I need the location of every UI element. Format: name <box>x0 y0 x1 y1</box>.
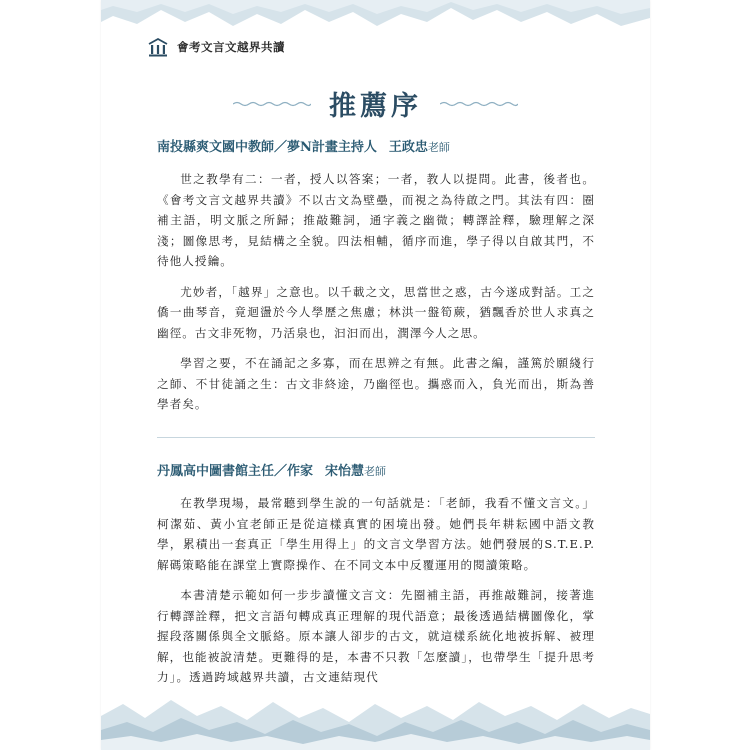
recommendation-section-1 <box>157 136 595 425</box>
paragraph: 本書清楚示範如何一步步讀懂文言文：先圈補主語，再推敲難詞，接著進行轉譯詮釋，把文言語句轉成真正理解的現代語意；最後透過結構圖像化，掌握段落關係與全文脈絡。原本讓人卻步的古文，就這樣系統化地被拆解、被理解，也能被說清楚。更難得的是，本書不只教「怎麼讀」，也帶學生「提升思考力」。透過跨域越界共讀，古文連結現代 <box>157 588 595 684</box>
title-row <box>101 84 650 123</box>
paragraph: 世之教學有二：一者，授人以答案；一者，教人以提問。此書，後者也。《會考文言文越界共讀》不以古文為壁壘，而視之為待啟之門。其法有四：圈補主語，明文脈之所歸；推敲難詞，通字義之幽微；轉譯詮釋，驗理解之深淺；圖像思考，見結構之全貌。四法相輔，循序而進，學子得以自啟其門，不待他人授鑰。 <box>157 172 595 268</box>
recommendation-section-2 <box>157 460 595 698</box>
paragraph: 在教學現場，最常聽到學生說的一句話就是：「老師，我看不懂文言文。」柯潔茹、黃小宜老師正是從這樣真實的困境出發。她們長年耕耘國中語文教學，累積出一套真正「學生用得上」的文言文學習方法。她們發展的S.T.E.P.解碼策略能在課堂上實際操作、在不同文本中反覆運用的閱讀策略。 <box>157 496 595 572</box>
section-divider <box>157 437 595 438</box>
book-page <box>101 0 650 750</box>
author-name: 宋怡慧 <box>325 464 365 479</box>
author-honorific: 老師 <box>364 465 387 478</box>
brand-header <box>147 36 285 58</box>
title-right-ornament-icon <box>440 101 518 107</box>
book-logo-icon <box>147 36 169 58</box>
paragraph: 尤妙者，「越界」之意也。以千載之文，思當世之惑，古今遂成對話。工之僑一曲琴音，竟迴盪於今人學歷之焦慮；林洪一盤筍蕨，猶飄香於世人求真之幽徑。古文非死物，乃活泉也，汩汩而出，潤澤今人之思。 <box>157 284 595 340</box>
brand-title: 會考文言文越界共讀 <box>177 40 285 54</box>
bottom-mountain-band <box>101 692 650 750</box>
page-title: 推薦序 <box>329 91 422 122</box>
section-header <box>157 460 595 479</box>
author-honorific: 老師 <box>427 141 450 154</box>
paragraph: 學習之要，不在誦記之多寡，而在思辨之有無。此書之編，謹篤於願綫行之師、不甘徒誦之生：古文非終途，乃幽徑也。攜惑而入，負光而出，斯為善學者矣。 <box>157 356 595 411</box>
section-header <box>157 136 595 155</box>
author-name: 王政忠 <box>388 140 428 155</box>
author-affiliation: 南投縣爽文國中教師／夢N計畫主持人 <box>157 140 377 155</box>
title-left-ornament-icon <box>233 101 311 107</box>
author-affiliation: 丹鳳高中圖書館主任／作家 <box>157 464 314 479</box>
top-mountain-band <box>101 0 650 34</box>
